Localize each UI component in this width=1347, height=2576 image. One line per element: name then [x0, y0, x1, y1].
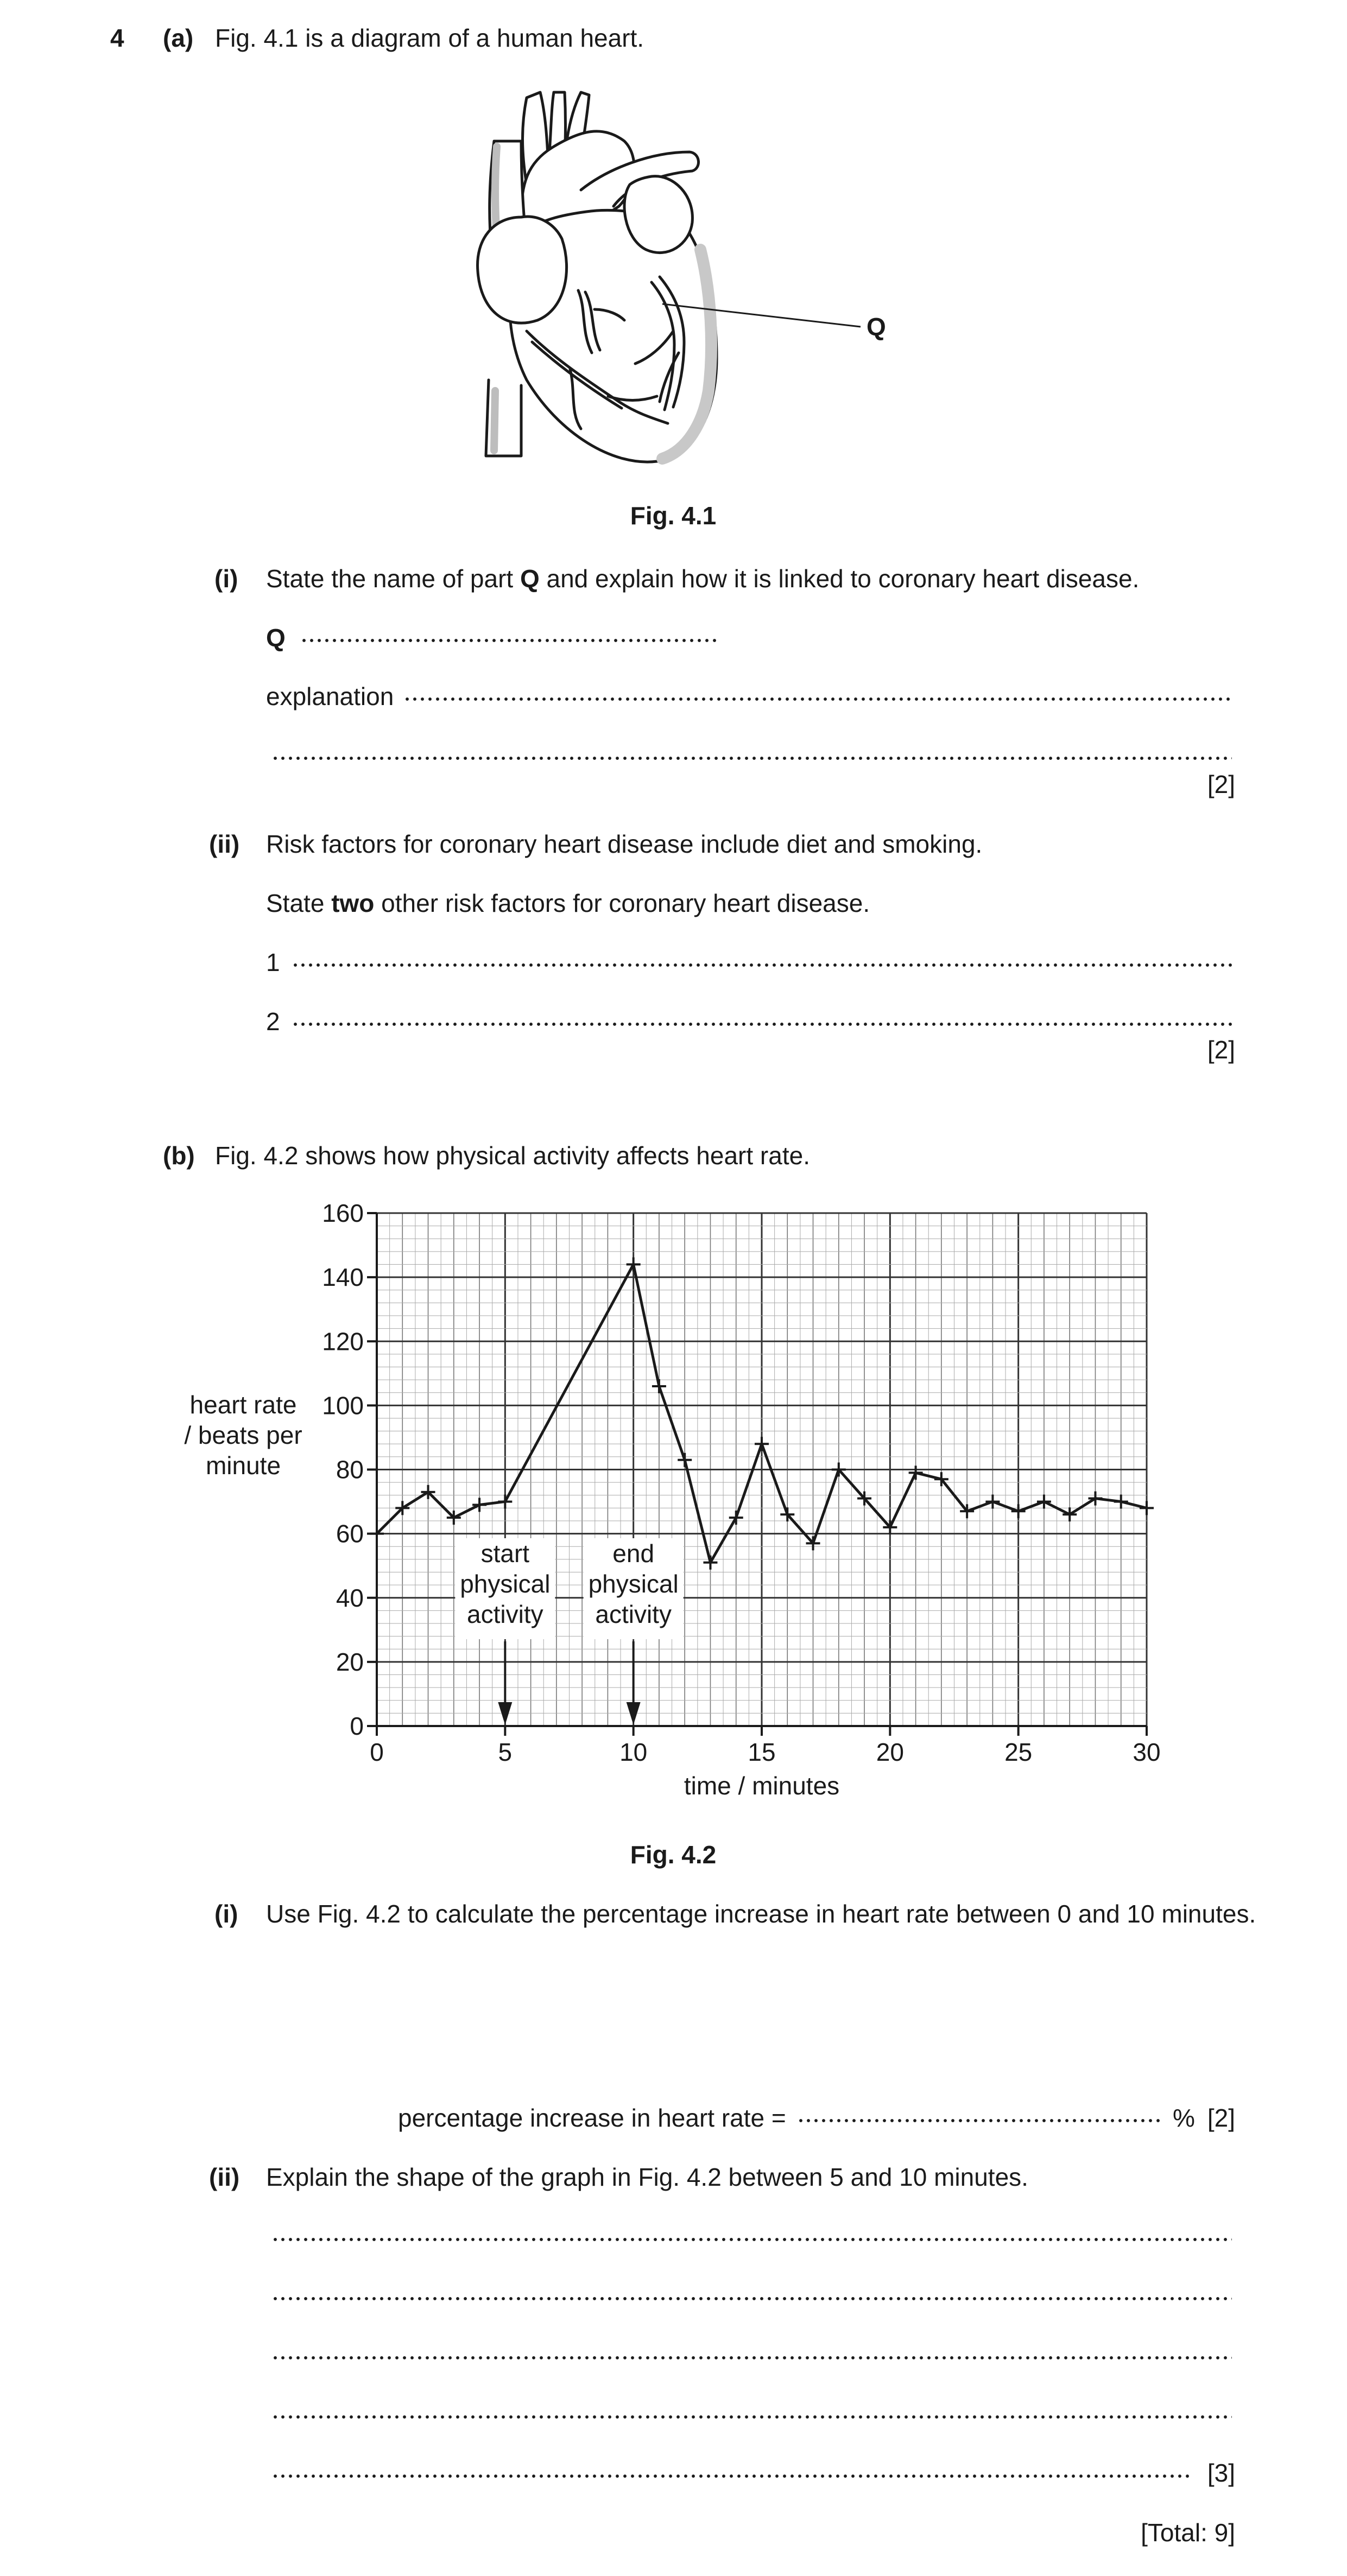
- answer-label-percentage: percentage increase in heart rate =: [398, 2104, 786, 2132]
- marks-a-i: [2]: [1207, 770, 1235, 798]
- annotation-text: activity: [467, 1600, 543, 1628]
- answer-line-b-ii-3[interactable]: [271, 2356, 1232, 2360]
- y-tick-label: 140: [322, 1263, 364, 1292]
- label-q: Q: [867, 313, 886, 341]
- answer-line-b-ii-2[interactable]: [271, 2296, 1232, 2301]
- fig-4-2-caption: Fig. 4.2: [630, 1841, 717, 1869]
- y-tick-label: 160: [322, 1199, 364, 1227]
- risk-factor-2-label: 2: [266, 1007, 280, 1036]
- part-b-i-prompt: Use Fig. 4.2 to calculate the percentage increase in heart rate between 0 and 10 minutes.: [266, 1900, 1256, 1928]
- risk-factor-1-label: 1: [266, 948, 280, 976]
- answer-line-percentage[interactable]: [797, 2118, 1163, 2123]
- data-point: [1063, 1507, 1077, 1521]
- part-a-i-prompt: State the name of part Q and explain how it is linked to coronary heart disease.: [266, 564, 1140, 593]
- data-point: [1088, 1492, 1102, 1506]
- part-a-ii-line2: State two other risk factors for coronary heart disease.: [266, 889, 870, 917]
- x-tick-label: 20: [876, 1738, 904, 1766]
- data-point: [1037, 1495, 1051, 1509]
- y-tick-label: 0: [350, 1712, 364, 1740]
- data-point: [703, 1556, 717, 1570]
- y-tick-label: 60: [336, 1519, 364, 1548]
- annotation-text: activity: [595, 1600, 672, 1628]
- data-point: [627, 1258, 641, 1272]
- x-tick-label: 30: [1133, 1738, 1161, 1766]
- answer-line-b-ii-5[interactable]: [271, 2474, 1189, 2478]
- annotation-text: start: [480, 1539, 530, 1568]
- part-a-ii-label: (ii): [209, 830, 240, 858]
- data-point: [755, 1437, 769, 1451]
- y-axis-label-line-2: / beats per: [184, 1421, 302, 1449]
- annotation-text: end: [612, 1539, 655, 1568]
- part-a-intro: Fig. 4.1 is a diagram of a human heart.: [215, 24, 644, 52]
- part-b-i-label: (i): [214, 1900, 238, 1928]
- part-a-ii-line1: Risk factors for coronary heart disease include diet and smoking.: [266, 830, 983, 858]
- data-point: [1140, 1501, 1154, 1515]
- data-point: [985, 1495, 1000, 1509]
- x-tick-label: 5: [498, 1738, 513, 1766]
- fig-4-1-caption: Fig. 4.1: [630, 502, 717, 530]
- annotation-text: physical: [588, 1570, 679, 1598]
- data-point: [652, 1379, 666, 1393]
- data-point: [909, 1465, 923, 1480]
- question-number: 4: [110, 24, 124, 52]
- y-tick-label: 100: [322, 1391, 364, 1420]
- annotation-arrow-head: [627, 1702, 641, 1725]
- data-point: [678, 1453, 692, 1467]
- y-tick-label: 80: [336, 1455, 364, 1484]
- answer-line-b-ii-1[interactable]: [271, 2237, 1232, 2242]
- answer-label-explanation: explanation: [266, 682, 394, 710]
- data-point: [1011, 1504, 1026, 1518]
- part-b-intro: Fig. 4.2 shows how physical activity affects heart rate.: [215, 1141, 810, 1170]
- x-tick-label: 15: [748, 1738, 776, 1766]
- percentage-unit: %: [1173, 2104, 1195, 2132]
- part-a-i-label: (i): [214, 564, 238, 593]
- data-point: [498, 1495, 512, 1509]
- x-tick-label: 10: [619, 1738, 648, 1766]
- part-b-ii-label: (ii): [209, 2163, 240, 2191]
- x-tick-label: 25: [1004, 1738, 1033, 1766]
- part-a-label: (a): [163, 24, 194, 52]
- y-tick-label: 40: [336, 1583, 364, 1612]
- marks-b-ii: [3]: [1207, 2459, 1235, 2487]
- y-tick-label: 120: [322, 1327, 364, 1356]
- data-point: [1114, 1495, 1128, 1509]
- answer-line-b-ii-4[interactable]: [271, 2415, 1232, 2419]
- y-axis-label-line-1: heart rate: [189, 1391, 297, 1419]
- marks-b-i: [2]: [1207, 2104, 1235, 2132]
- annotation-arrow-head: [498, 1702, 512, 1725]
- total-marks: [Total: 9]: [1141, 2518, 1235, 2547]
- annotation-text: physical: [460, 1570, 551, 1598]
- x-tick-label: 0: [370, 1738, 384, 1766]
- x-axis-label: time / minutes: [684, 1772, 840, 1800]
- y-axis-label-line-3: minute: [205, 1451, 281, 1480]
- part-b-label: (b): [163, 1141, 195, 1170]
- data-point: [472, 1498, 486, 1512]
- y-tick-label: 20: [336, 1647, 364, 1676]
- part-b-ii-prompt: Explain the shape of the graph in Fig. 4.2 between 5 and 10 minutes.: [266, 2163, 1028, 2191]
- data-point: [729, 1511, 743, 1525]
- marks-a-ii: [2]: [1207, 1036, 1235, 1064]
- answer-label-q: Q: [266, 624, 286, 652]
